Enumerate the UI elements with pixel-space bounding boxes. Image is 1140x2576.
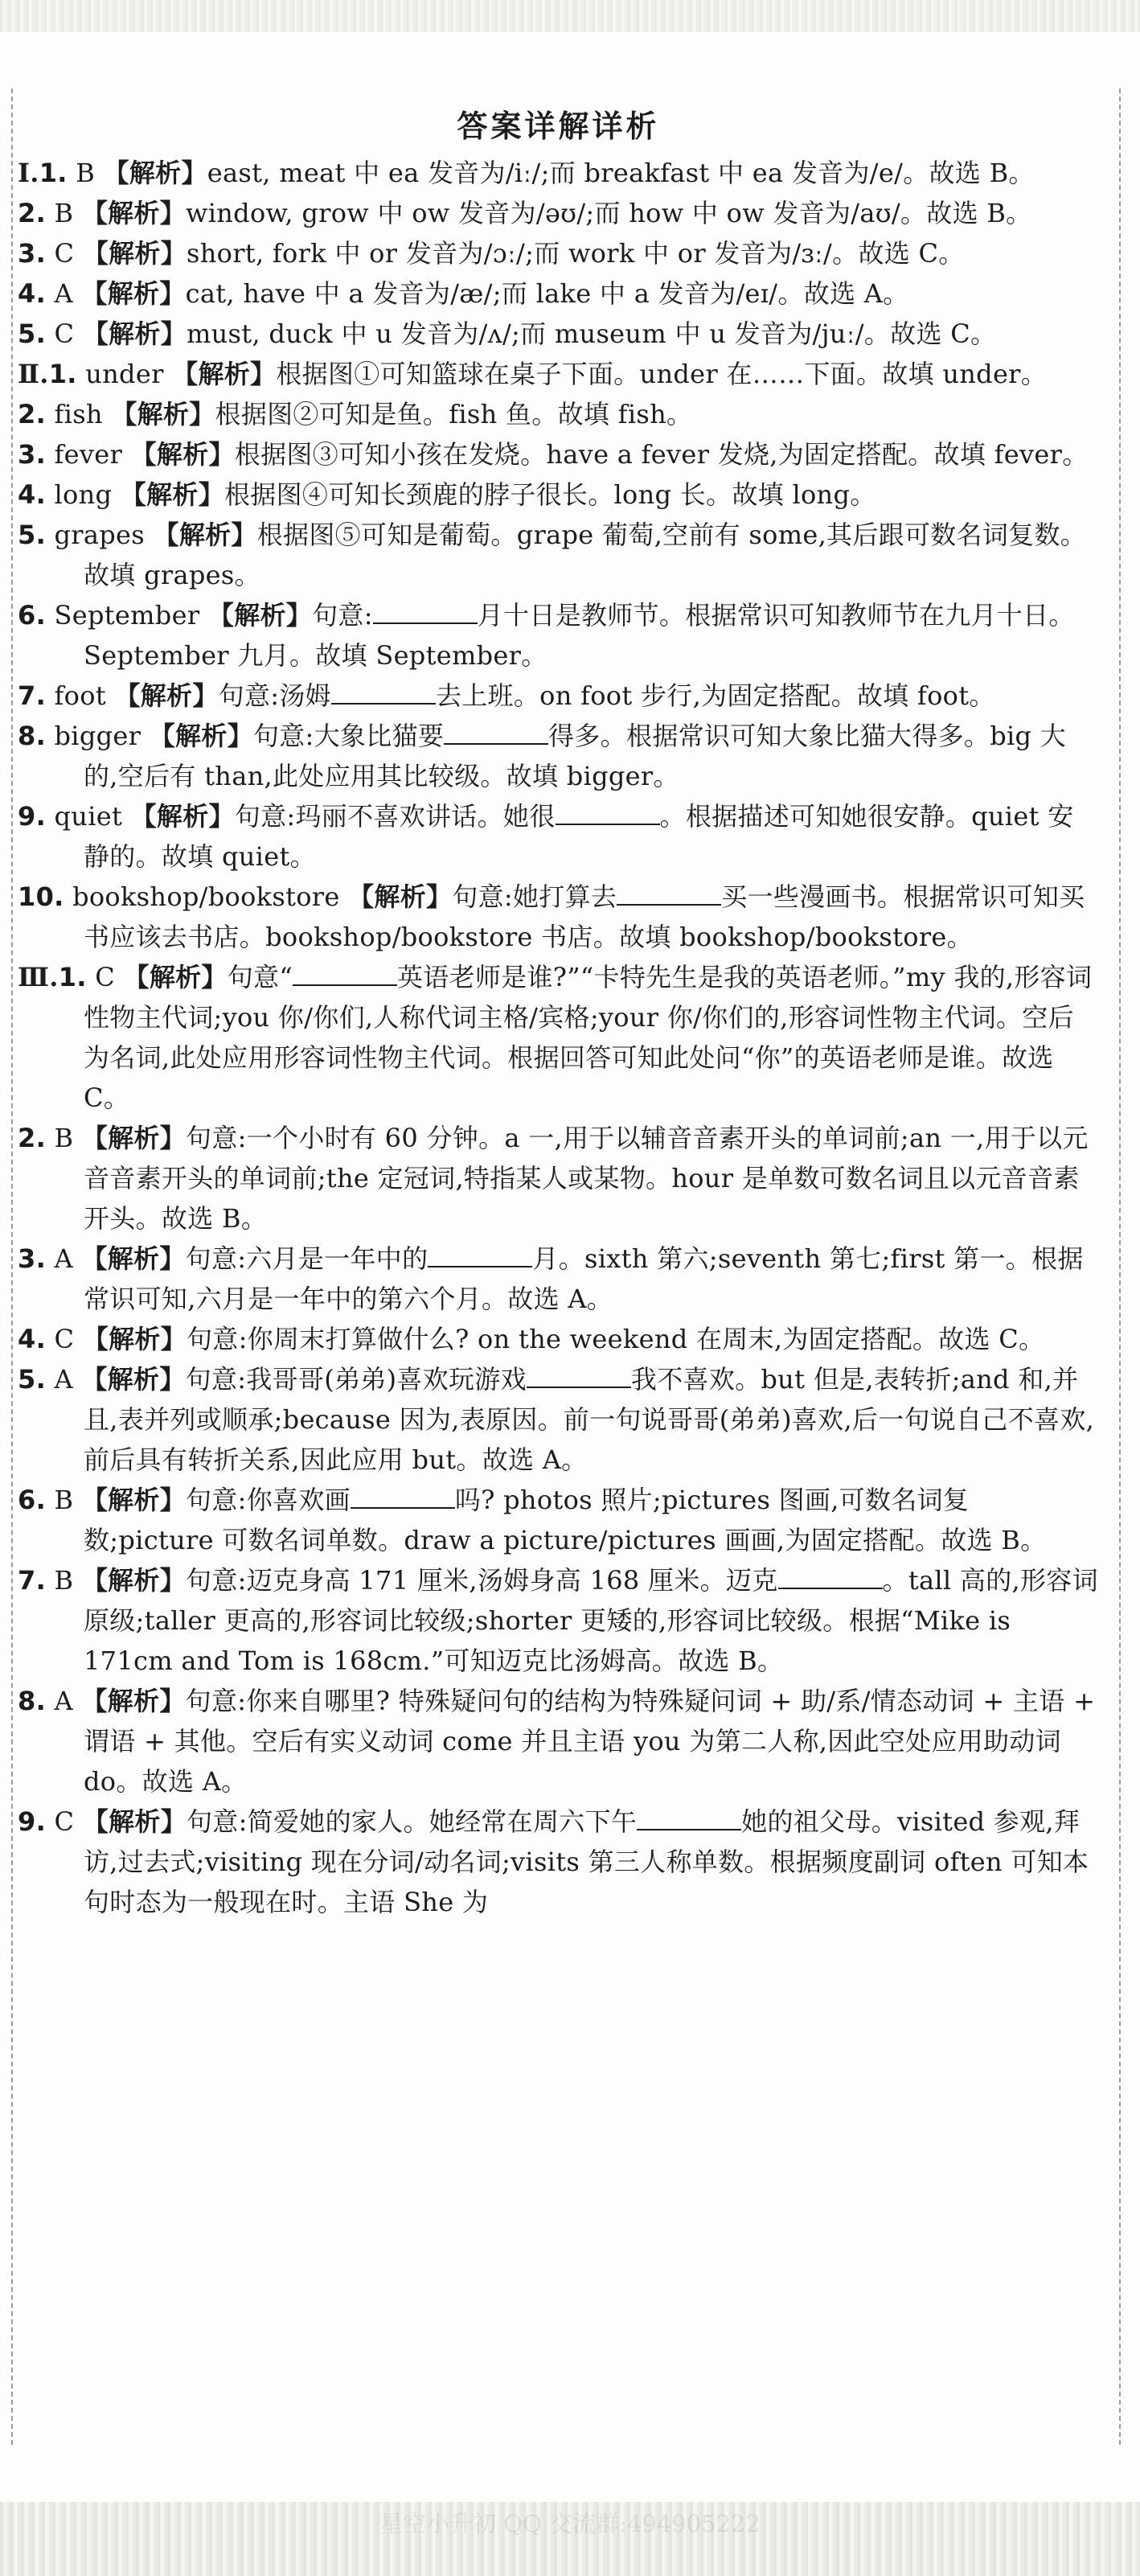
- item-answer: B: [54, 1485, 74, 1515]
- fill-blank: [293, 960, 397, 986]
- analysis-tag: 【解析】: [81, 278, 186, 309]
- answer-item: [18, 957, 1099, 1118]
- answer-item: [18, 394, 1099, 434]
- answer-item: [18, 1319, 1099, 1359]
- analysis-tag: 【解析】: [114, 680, 219, 711]
- analysis-text-before-blank: 句意:玛丽不喜欢讲话。她很: [234, 801, 556, 832]
- item-number: 3.: [18, 439, 47, 470]
- item-answer: bigger: [54, 721, 141, 751]
- analysis-tag: 【解析】: [103, 158, 207, 188]
- analysis-text: 根据图⑤可知是葡萄。grape 葡萄,空前有 some,其后跟可数名词复数。故填 grapes。: [84, 520, 1087, 590]
- item-number: 2.: [18, 1123, 47, 1153]
- analysis-text-after-blank: 吗? photos 照片;pictures 图画,可数名词复数;picture 可数名词单数。draw a picture/pictures 画画,为固定搭配。故选 B。: [84, 1485, 1047, 1555]
- item-answer: C: [54, 318, 75, 349]
- answer-item: [18, 796, 1099, 877]
- analysis-text-before-blank: 句意:: [312, 600, 373, 631]
- item-number: 9.: [18, 801, 47, 832]
- fill-blank: [617, 880, 721, 906]
- analysis-text: east, meat 中 ea 发音为/iː/;而 breakfast 中 ea 发音为/e/。故选 B。: [207, 158, 1035, 188]
- analysis-text-after-blank: 她的祖父母。visited 参观,拜访,过去式;visiting 现在分词/动名词;visits 第三人称单数。根据频度副词 often 可知本句时态为一般现在时。主语 She 为: [84, 1806, 1089, 1917]
- analysis-tag: 【解析】: [82, 238, 187, 269]
- answer-item: [18, 676, 1099, 716]
- dashed-margin-right: [1119, 88, 1121, 2445]
- fill-blank: [444, 719, 548, 745]
- answer-item: [18, 1681, 1099, 1802]
- answer-item: [18, 233, 1099, 273]
- item-answer: fish: [54, 399, 103, 429]
- analysis-tag: 【解析】: [82, 1324, 187, 1354]
- analysis-tag: 【解析】: [81, 198, 187, 228]
- analysis-tag: 【解析】: [81, 1243, 186, 1274]
- analysis-tag: 【解析】: [81, 1485, 187, 1515]
- analysis-text: 句意:你来自哪里? 特殊疑问句的结构为特殊疑问词 + 助/系/情态动词 + 主语 + 谓语 + 其他。空后有实义动词 come 并且主语 you 为第二人称,因此空处应用助动词 do。故选 A。: [84, 1686, 1096, 1797]
- item-number: 6.: [18, 1485, 47, 1515]
- analysis-text: 根据图②可知是鱼。fish 鱼。故填 fish。: [215, 399, 693, 429]
- analysis-text: 根据图④可知长颈鹿的脖子很长。long 长。故填 long。: [224, 479, 876, 510]
- analysis-text-after-blank: 。tall 高的,形容词原级;taller 更高的,形容词比较级;shorter 更矮的,形容词比较级。根据“Mike is 171cm and Tom is 168cm.”可知迈克比汤姆高。故选 B。: [84, 1565, 1098, 1676]
- item-number: 4.: [18, 479, 47, 510]
- analysis-tag: 【解析】: [153, 520, 257, 550]
- item-number: 6.: [18, 600, 47, 631]
- analysis-text-before-blank: 句意:你喜欢画: [186, 1485, 351, 1515]
- scan-edge-bottom: [0, 2502, 1140, 2576]
- item-answer: B: [54, 1123, 74, 1153]
- analysis-text: 句意:你周末打算做什么? on the weekend 在周末,为固定搭配。故选 C。: [187, 1324, 1045, 1354]
- item-answer: B: [54, 1565, 74, 1596]
- item-answer: A: [54, 1686, 73, 1716]
- analysis-tag: 【解析】: [123, 962, 228, 992]
- item-answer: long: [54, 479, 113, 510]
- answer-item: [18, 595, 1099, 676]
- analysis-text: short, fork 中 or 发音为/ɔː/;而 work 中 or 发音为/ɜː/。故选 C。: [187, 238, 965, 269]
- item-number: 9.: [18, 1806, 47, 1837]
- item-number: 8.: [18, 721, 47, 751]
- item-number: 5.: [18, 520, 47, 550]
- item-number: 7.: [18, 1565, 47, 1596]
- analysis-text: 句意:一个小时有 60 分钟。a 一,用于以辅音音素开头的单词前;an 一,用于以元音音素开头的单词前;the 定冠词,特指某人或某物。hour 是单数可数名词且以元音音素开头。故选 B。: [84, 1123, 1089, 1234]
- item-number: 3.: [18, 1243, 47, 1274]
- analysis-tag: 【解析】: [149, 721, 253, 751]
- item-number: 4.: [18, 278, 47, 309]
- section-marker: Ⅱ.: [18, 359, 49, 389]
- analysis-text-after-blank: 去上班。on foot 步行,为固定搭配。故填 foot。: [435, 680, 995, 711]
- analysis-tag: 【解析】: [130, 439, 235, 470]
- answer-item: [18, 475, 1099, 515]
- analysis-text-before-blank: 句意:简爱她的家人。她经常在周六下午: [187, 1806, 638, 1837]
- analysis-tag: 【解析】: [130, 801, 235, 832]
- item-number: 5.: [18, 1364, 47, 1395]
- analysis-text-after-blank: 月十日是教师节。根据常识可知教师节在九月十日。September 九月。故填 September。: [84, 600, 1075, 671]
- item-number: 1.: [39, 158, 68, 188]
- answer-item: [18, 1359, 1099, 1480]
- item-answer: A: [54, 278, 73, 309]
- answer-item: [18, 877, 1099, 957]
- page-title: 答案详解详析: [457, 109, 660, 144]
- analysis-text-before-blank: 句意:迈克身高 171 厘米,汤姆身高 168 厘米。迈克: [186, 1565, 778, 1596]
- analysis-tag: 【解析】: [81, 1686, 186, 1716]
- item-number: 1.: [58, 962, 87, 992]
- fill-blank: [778, 1563, 883, 1589]
- answer-item: [18, 515, 1099, 595]
- analysis-text-after-blank: 。根据描述可知她很安静。quiet 安静的。故填 quiet。: [84, 801, 1074, 872]
- item-number: 5.: [18, 318, 47, 349]
- analysis-text: cat, have 中 a 发音为/æ/;而 lake 中 a 发音为/eɪ/。故选 A。: [185, 278, 909, 309]
- answer-item: [18, 1118, 1099, 1239]
- item-number: 4.: [18, 1324, 47, 1354]
- fill-blank: [428, 1242, 532, 1267]
- analysis-text-before-blank: 句意:汤姆: [218, 680, 331, 711]
- answer-item: [18, 1480, 1099, 1560]
- item-answer: A: [54, 1243, 73, 1274]
- item-answer: C: [54, 238, 75, 269]
- analysis-tag: 【解析】: [82, 318, 187, 349]
- item-answer: quiet: [54, 801, 123, 832]
- answer-item: [18, 273, 1099, 314]
- answer-item: [18, 716, 1099, 796]
- answer-item: [18, 1802, 1099, 1922]
- fill-blank: [331, 679, 436, 705]
- answer-item: [18, 1560, 1099, 1681]
- analysis-text-after-blank: 买一些漫画书。根据常识可知买书应该去书店。bookshop/bookstore 书店。故填 bookshop/bookstore。: [84, 881, 1085, 952]
- dashed-margin-left: [11, 88, 13, 2445]
- answer-item: [18, 314, 1099, 354]
- analysis-tag: 【解析】: [207, 600, 313, 631]
- scan-edge-top: [0, 0, 1140, 32]
- fill-blank: [637, 1805, 741, 1830]
- item-answer: grapes: [54, 520, 146, 550]
- answer-item: [18, 153, 1099, 193]
- analysis-text: 根据图③可知小孩在发烧。have a fever 发烧,为固定搭配。故填 fever。: [234, 439, 1089, 470]
- item-answer: B: [76, 158, 96, 188]
- analysis-tag: 【解析】: [82, 1806, 187, 1837]
- analysis-text-before-blank: 句意:大象比猫要: [252, 721, 445, 751]
- section-marker: Ⅰ.: [18, 158, 39, 188]
- analysis-text-before-blank: 句意:我哥哥(弟弟)喜欢玩游戏: [185, 1364, 527, 1395]
- item-answer: C: [54, 1324, 75, 1354]
- item-answer: fever: [54, 439, 123, 470]
- item-answer: B: [54, 198, 74, 228]
- item-number: 2.: [18, 399, 47, 429]
- analysis-tag: 【解析】: [172, 359, 277, 389]
- fill-blank: [556, 799, 660, 825]
- answer-list: [18, 153, 1099, 1922]
- analysis-text-before-blank: 句意:她打算去: [452, 881, 617, 912]
- analysis-text-before-blank: 句意“: [227, 962, 293, 992]
- analysis-tag: 【解析】: [348, 881, 453, 912]
- item-answer: September: [54, 600, 200, 631]
- item-number: 2.: [18, 198, 47, 228]
- analysis-tag: 【解析】: [81, 1123, 187, 1153]
- item-number: 3.: [18, 238, 47, 269]
- item-number: 1.: [48, 359, 77, 389]
- item-answer: bookshop/bookstore: [72, 881, 340, 912]
- answer-item: [18, 434, 1099, 475]
- answer-item: [18, 193, 1099, 233]
- item-number: 8.: [18, 1686, 47, 1716]
- analysis-tag: 【解析】: [81, 1565, 187, 1596]
- item-answer: foot: [54, 680, 106, 711]
- fill-blank: [373, 598, 478, 624]
- item-answer: under: [85, 359, 164, 389]
- analysis-tag: 【解析】: [111, 399, 215, 429]
- analysis-text-after-blank: 得多。根据常识可知大象比猫大得多。big 大的,空后有 than,此处应用其比较级。故填 bigger。: [84, 721, 1067, 791]
- analysis-text-after-blank: 月。sixth 第六;seventh 第七;first 第一。根据常识可知,六月是一年中的第六个月。故选 A。: [84, 1243, 1084, 1314]
- item-answer: C: [95, 962, 116, 992]
- item-answer: C: [54, 1806, 75, 1837]
- answer-item: [18, 1239, 1099, 1319]
- section-marker: Ⅲ.: [18, 962, 59, 992]
- analysis-text-after-blank: 我不喜欢。but 但是,表转折;and 和,并且,表并列或顺承;because 因为,表原因。前一句说哥哥(弟弟)喜欢,后一句说自己不喜欢,前后具有转折关系,因此应用 but。故选 A。: [84, 1364, 1095, 1475]
- analysis-text: must, duck 中 u 发音为/ʌ/;而 museum 中 u 发音为/juː/。故选 C。: [187, 318, 997, 349]
- analysis-text-after-blank: 英语老师是谁?”“卡特先生是我的英语老师。”my 我的,形容词性物主代词;you 你/你们,人称代词主格/宾格;your 你/你们的,形容词性物主代词。空后为名词,此处应用形容词性物主代词。根据回答可知此处问“你”的英语老师是谁。故选 C。: [84, 962, 1093, 1113]
- fill-blank: [527, 1362, 631, 1388]
- analysis-text-before-blank: 句意:六月是一年中的: [185, 1243, 429, 1274]
- analysis-tag: 【解析】: [81, 1364, 186, 1395]
- answer-content: [18, 103, 1099, 1922]
- answer-item: [18, 354, 1099, 394]
- fill-blank: [351, 1483, 455, 1509]
- item-number: 10.: [18, 881, 64, 912]
- analysis-tag: 【解析】: [120, 479, 224, 510]
- analysis-text: 根据图①可知篮球在桌子下面。under 在……下面。故填 under。: [276, 359, 1048, 389]
- analysis-text: window, grow 中 ow 发音为/əʊ/;而 how 中 ow 发音为/aʊ/。故选 B。: [186, 198, 1032, 228]
- item-answer: A: [54, 1364, 73, 1395]
- item-number: 7.: [18, 680, 47, 711]
